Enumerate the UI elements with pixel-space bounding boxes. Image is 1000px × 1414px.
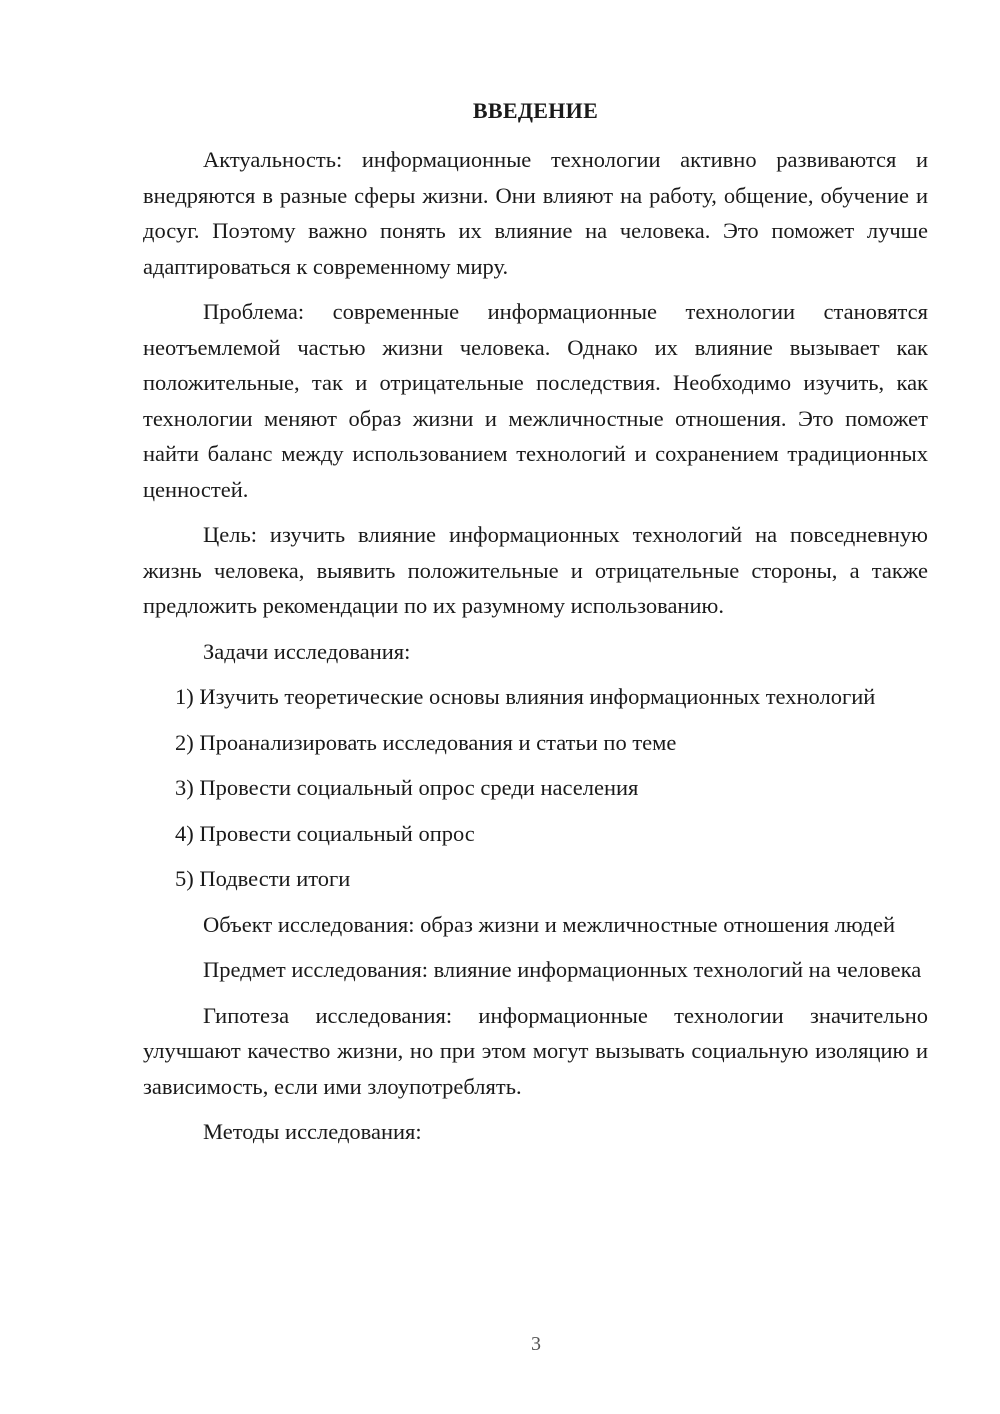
object-paragraph: Объект исследования: образ жизни и межличностные отношения людей: [203, 911, 896, 937]
tasks-title: Задачи исследования:: [203, 638, 411, 664]
section-heading: ВВЕДЕНИЕ: [472, 98, 599, 123]
hypothesis-paragraph: Гипотеза исследования: информационные технологии значительно улучшают качество жизни, но при этом могут вызывать социальную изоляцию и зависимость, если ими злоупотреблять.: [143, 1002, 928, 1099]
task-item-1: 1) Изучить теоретические основы влияния информационных технологий: [175, 684, 876, 709]
goal-paragraph: Цель: изучить влияние информационных технологий на повседневную жизнь человека, выявить положительные и отрицательные стороны, а также предложить рекомендации по их разумному использованию.: [143, 522, 928, 618]
problem-paragraph: Проблема: современные информационные технологии становятся неотъемлемой частью жизни человека. Однако их влияние вызывает как положительные, так и отрицательные последствия. Необходимо изучить, как технологии меняют образ жизни и межличностные отношения. Это поможет найти баланс между использованием технологий и сохранением традиционных ценностей.: [143, 299, 928, 502]
task-item-5: 5) Подвести итоги: [175, 866, 351, 891]
methods-title: Методы исследования:: [203, 1119, 422, 1144]
document-body: [143, 142, 928, 1160]
relevance-paragraph: Актуальность: информационные технологии активно развиваются и внедряются в разные сферы жизни. Они влияют на работу, общение, обучение и досуг. Поэтому важно понять их влияние на человека. Это поможет лучше адаптироваться к современному миру.: [143, 147, 928, 279]
subject-paragraph: Предмет исследования: влияние информационных технологий на человека: [203, 957, 922, 982]
task-item-2: 2) Проанализировать исследования и статьи по теме: [175, 729, 677, 755]
task-item-3: 3) Провести социальный опрос среди населения: [175, 775, 639, 800]
task-item-4: 4) Провести социальный опрос: [175, 820, 475, 846]
page-number: 3: [531, 1333, 541, 1355]
